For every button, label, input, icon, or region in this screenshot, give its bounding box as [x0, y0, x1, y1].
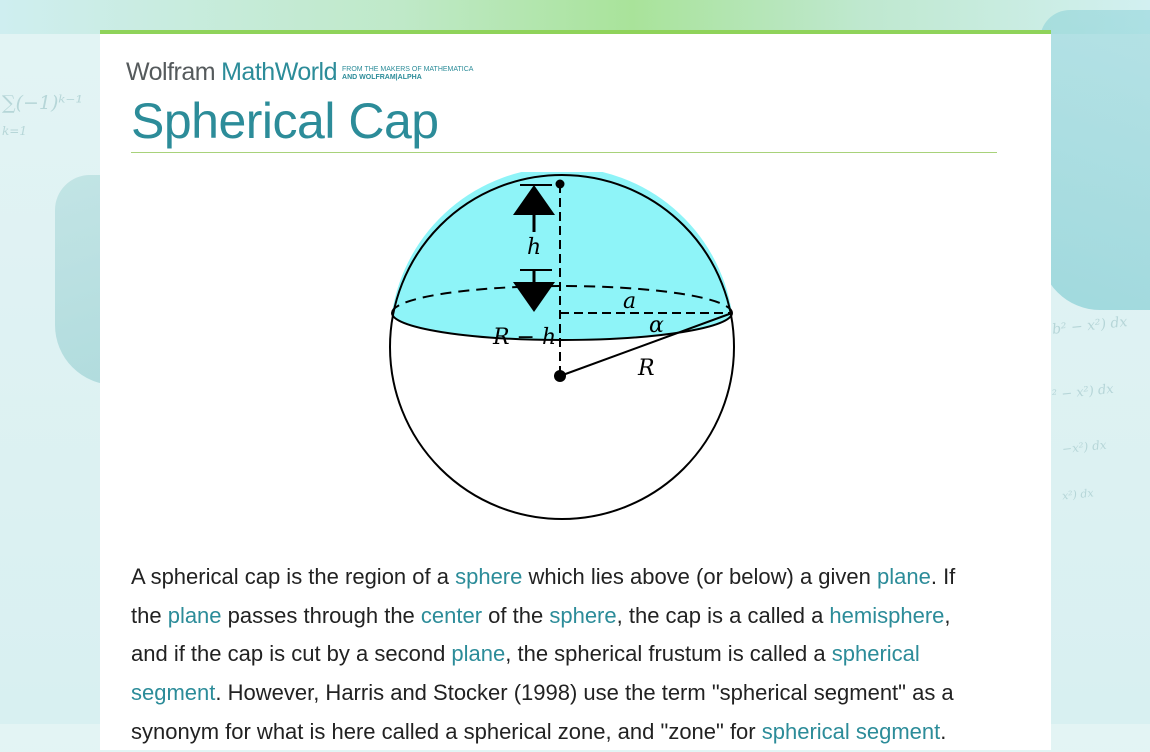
- background-sum-index: k=1: [2, 124, 27, 138]
- title-divider: [131, 152, 997, 153]
- background-sum-formula: ∑(−1)ᵏ⁻¹: [2, 92, 83, 114]
- article-paragraph: [131, 558, 981, 752]
- article-text: of the: [482, 602, 550, 628]
- spherical-cap-figure: [386, 172, 740, 527]
- article-link[interactable]: plane: [877, 564, 931, 589]
- article-link[interactable]: plane: [451, 641, 506, 667]
- article-text: , the cap is a called a: [616, 602, 830, 628]
- article-text: passes through the: [221, 602, 421, 628]
- article-link[interactable]: plane: [167, 602, 222, 628]
- article-link[interactable]: spherical segment: [131, 641, 920, 706]
- cap-region: [392, 172, 732, 340]
- label-alpha: α: [649, 313, 664, 338]
- background-decoration-right: [1040, 10, 1150, 310]
- article-link[interactable]: sphere: [455, 564, 523, 589]
- article-text: , and if the cap is cut by a second: [131, 602, 951, 667]
- article-text: .: [940, 718, 947, 744]
- page-title: Spherical Cap: [131, 93, 439, 149]
- article-body: [131, 558, 981, 752]
- mathworld-logo[interactable]: [126, 58, 473, 87]
- logo-tagline-line2: AND WOLFRAM|ALPHA: [342, 74, 422, 81]
- article-link[interactable]: hemisphere: [829, 602, 945, 628]
- article-link[interactable]: spherical segment: [761, 718, 941, 744]
- article-text: A spherical cap is the region of a: [131, 564, 456, 589]
- center-point: [554, 370, 566, 382]
- logo-wolfram-text: Wolfram: [126, 58, 216, 86]
- content-card: [100, 30, 1051, 750]
- article-text: . However, Harris and Stocker (1998) use the term "spherical segment" as a synonym for what is here called a spherical zone, and "zone" for: [131, 680, 954, 744]
- article-text: . If the: [131, 564, 956, 628]
- label-a: a: [623, 289, 637, 314]
- background-banner: [0, 0, 1150, 34]
- apex-point: [556, 180, 565, 189]
- background-integral-text: b² − x²) dx: [1051, 314, 1129, 338]
- label-R-minus-h: R − h: [493, 325, 557, 350]
- article-text: , the spherical frustum is called a: [505, 641, 832, 667]
- logo-tagline: [342, 66, 473, 82]
- article-link[interactable]: sphere: [549, 602, 617, 628]
- background-integral-text: ² − x²) dx: [1051, 381, 1115, 404]
- article-text: which lies above (or below) a given: [522, 564, 877, 589]
- background-integral-text: x²) dx: [1061, 486, 1095, 503]
- logo-tagline-line1: FROM THE MAKERS OF MATHEMATICA: [342, 66, 474, 73]
- label-R: R: [638, 356, 655, 381]
- label-h: h: [527, 235, 542, 260]
- logo-mathworld-text: MathWorld: [221, 58, 338, 86]
- background-integral-text: −x²) dx: [1061, 437, 1108, 457]
- article-link[interactable]: center: [420, 602, 483, 628]
